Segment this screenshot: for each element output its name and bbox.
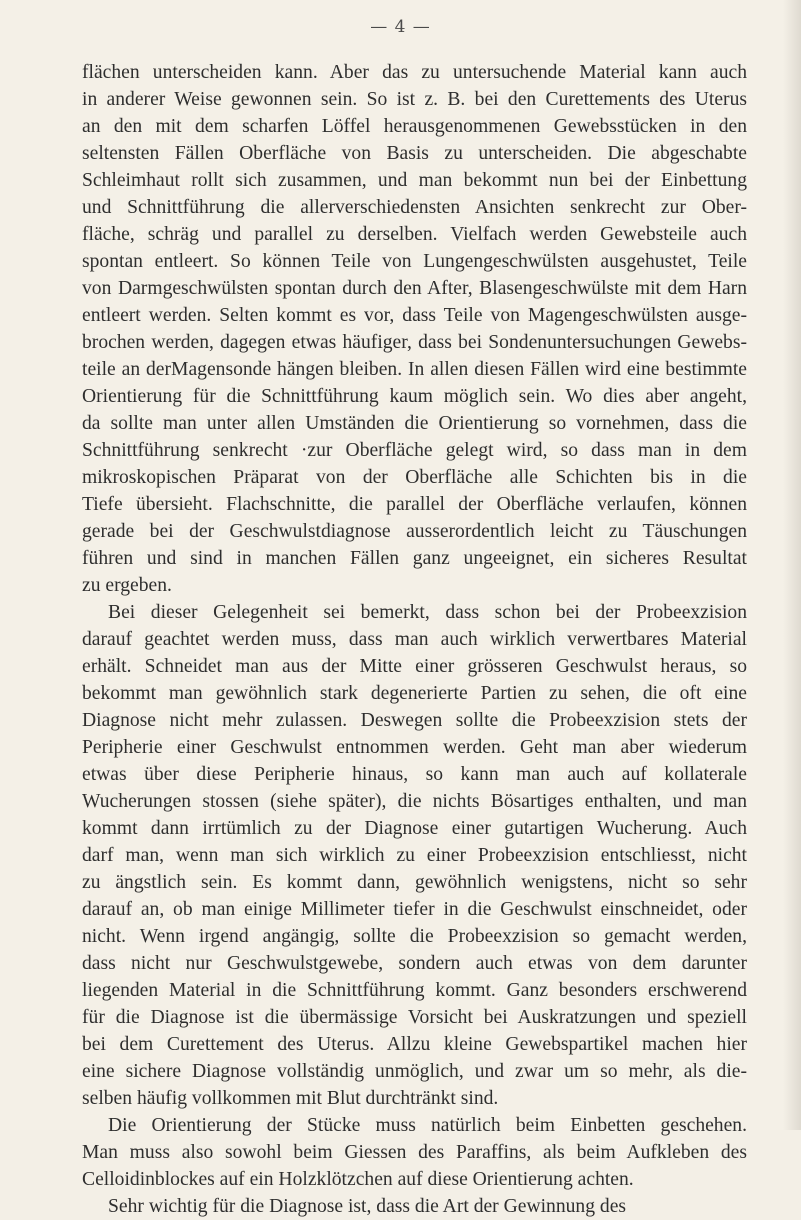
text-line: Tiefe übersieht. Flachschnitte, die parallel der Oberfläche verlaufen, können: [82, 494, 747, 515]
text-line: entleert werden. Selten kommt es vor, dass Teile von Magengeschwülsten ausge-: [82, 305, 747, 326]
text-line: brochen werden, dagegen etwas häufiger, dass bei Sondenuntersuchungen Gewebs-: [82, 332, 747, 353]
text-line: Schleimhaut rollt sich zusammen, und man bekommt nun bei der Einbettung: [82, 170, 747, 191]
text-line: fläche, schräg und parallel zu derselben. Vielfach werden Gewebsteile auch: [82, 224, 747, 245]
paragraph: [82, 599, 747, 1112]
text-line: Orientierung für die Schnittführung kaum möglich sein. Wo dies aber angeht,: [82, 386, 747, 407]
text-line: Wucherungen stossen (siehe später), die nichts Bösartiges enthalten, und man: [82, 791, 747, 812]
text-line: an den mit dem scharfen Löffel herausgenommenen Gewebsstücken in den: [82, 116, 747, 137]
text-line: liegenden Material in die Schnittführung kommt. Ganz besonders erschwerend: [82, 980, 747, 1001]
text-line: eine sichere Diagnose vollständig unmöglich, und zwar um so mehr, als die-: [82, 1061, 747, 1082]
text-line: darf man, wenn man sich wirklich zu einer Probeexzision entschliesst, nicht: [82, 845, 747, 866]
text-line: in anderer Weise gewonnen sein. So ist z. B. bei den Curettements des Uterus: [82, 89, 747, 110]
text-line: für die Diagnose ist die übermässige Vorsicht bei Auskratzungen und speziell: [82, 1007, 747, 1028]
text-line: flächen unterscheiden kann. Aber das zu untersuchende Material kann auch: [82, 62, 747, 83]
paragraph: [82, 1193, 747, 1220]
text-line: erhält. Schneidet man aus der Mitte einer grösseren Geschwulst heraus, so: [82, 656, 747, 677]
text-line: und Schnittführung die allerverschiedensten Ansichten senkrecht zur Ober-: [82, 197, 747, 218]
page-edge-shadow: [783, 0, 801, 1130]
text-line: Sehr wichtig für die Diagnose ist, dass die Art der Gewinnung des: [108, 1196, 627, 1217]
text-line: nicht. Wenn irgend angängig, sollte die Probeexzision so gemacht werden,: [82, 926, 747, 947]
text-line: bei dem Curettement des Uterus. Allzu kleine Gewebspartikel machen hier: [82, 1034, 747, 1055]
text-line: seltensten Fällen Oberfläche von Basis zu unterscheiden. Die abgeschabte: [82, 143, 747, 164]
paragraph: [82, 1112, 747, 1193]
text-line: Diagnose nicht mehr zulassen. Deswegen sollte die Probeexzision stets der: [82, 710, 747, 731]
text-line: Peripherie einer Geschwulst entnommen werden. Geht man aber wiederum: [82, 737, 747, 758]
text-line: darauf an, ob man einige Millimeter tiefer in die Geschwulst einschneidet, oder: [82, 899, 747, 920]
text-line: gerade bei der Geschwulstdiagnose ausserordentlich leicht zu Täuschungen: [82, 521, 747, 542]
text-line: Die Orientierung der Stücke muss natürlich beim Einbetten geschehen.: [108, 1115, 747, 1136]
text-line: Schnittführung senkrecht ·zur Oberfläche gelegt wird, so dass man in dem: [82, 440, 747, 461]
text-line: zu ängstlich sein. Es kommt dann, gewöhnlich wenigstens, nicht so sehr: [82, 872, 747, 893]
text-line: dass nicht nur Geschwulstgewebe, sondern auch etwas von dem darunter: [82, 953, 747, 974]
text-line: darauf geachtet werden muss, dass man auch wirklich verwertbares Material: [82, 629, 747, 650]
text-line: führen und sind in manchen Fällen ganz ungeeignet, ein sicheres Resultat: [82, 548, 747, 569]
text-line: zu ergeben.: [82, 575, 172, 596]
text-line: teile an derMagensonde hängen bleiben. In allen diesen Fällen wird eine bestimmte: [82, 359, 747, 380]
text-line: mikroskopischen Präparat von der Oberfläche alle Schichten bis in die: [82, 467, 747, 488]
text-line: bekommt man gewöhnlich stark degenerierte Partien zu sehen, die oft eine: [82, 683, 747, 704]
text-line: Celloidinblockes auf ein Holzklötzchen auf diese Orientierung achten.: [82, 1169, 634, 1190]
text-line: von Darmgeschwülsten spontan durch den After, Blasengeschwülste mit dem Harn: [82, 278, 747, 299]
body-text: [82, 59, 747, 1220]
text-line: etwas über diese Peripherie hinaus, so kann man auch auf kollaterale: [82, 764, 747, 785]
page-number-header: — 4 —: [370, 17, 431, 37]
text-line: spontan entleert. So können Teile von Lungengeschwülsten ausgehustet, Teile: [82, 251, 747, 272]
text-line: Man muss also sowohl beim Giessen des Paraffins, als beim Aufkleben des: [82, 1142, 747, 1163]
text-line: Bei dieser Gelegenheit sei bemerkt, dass schon bei der Probeexzision: [108, 602, 747, 623]
paragraph: [82, 59, 747, 599]
text-line: selben häufig vollkommen mit Blut durchtränkt sind.: [82, 1088, 499, 1109]
text-line: kommt dann irrtümlich zu der Diagnose einer gutartigen Wucherung. Auch: [82, 818, 747, 839]
text-line: da sollte man unter allen Umständen die Orientierung so vornehmen, dass die: [82, 413, 747, 434]
